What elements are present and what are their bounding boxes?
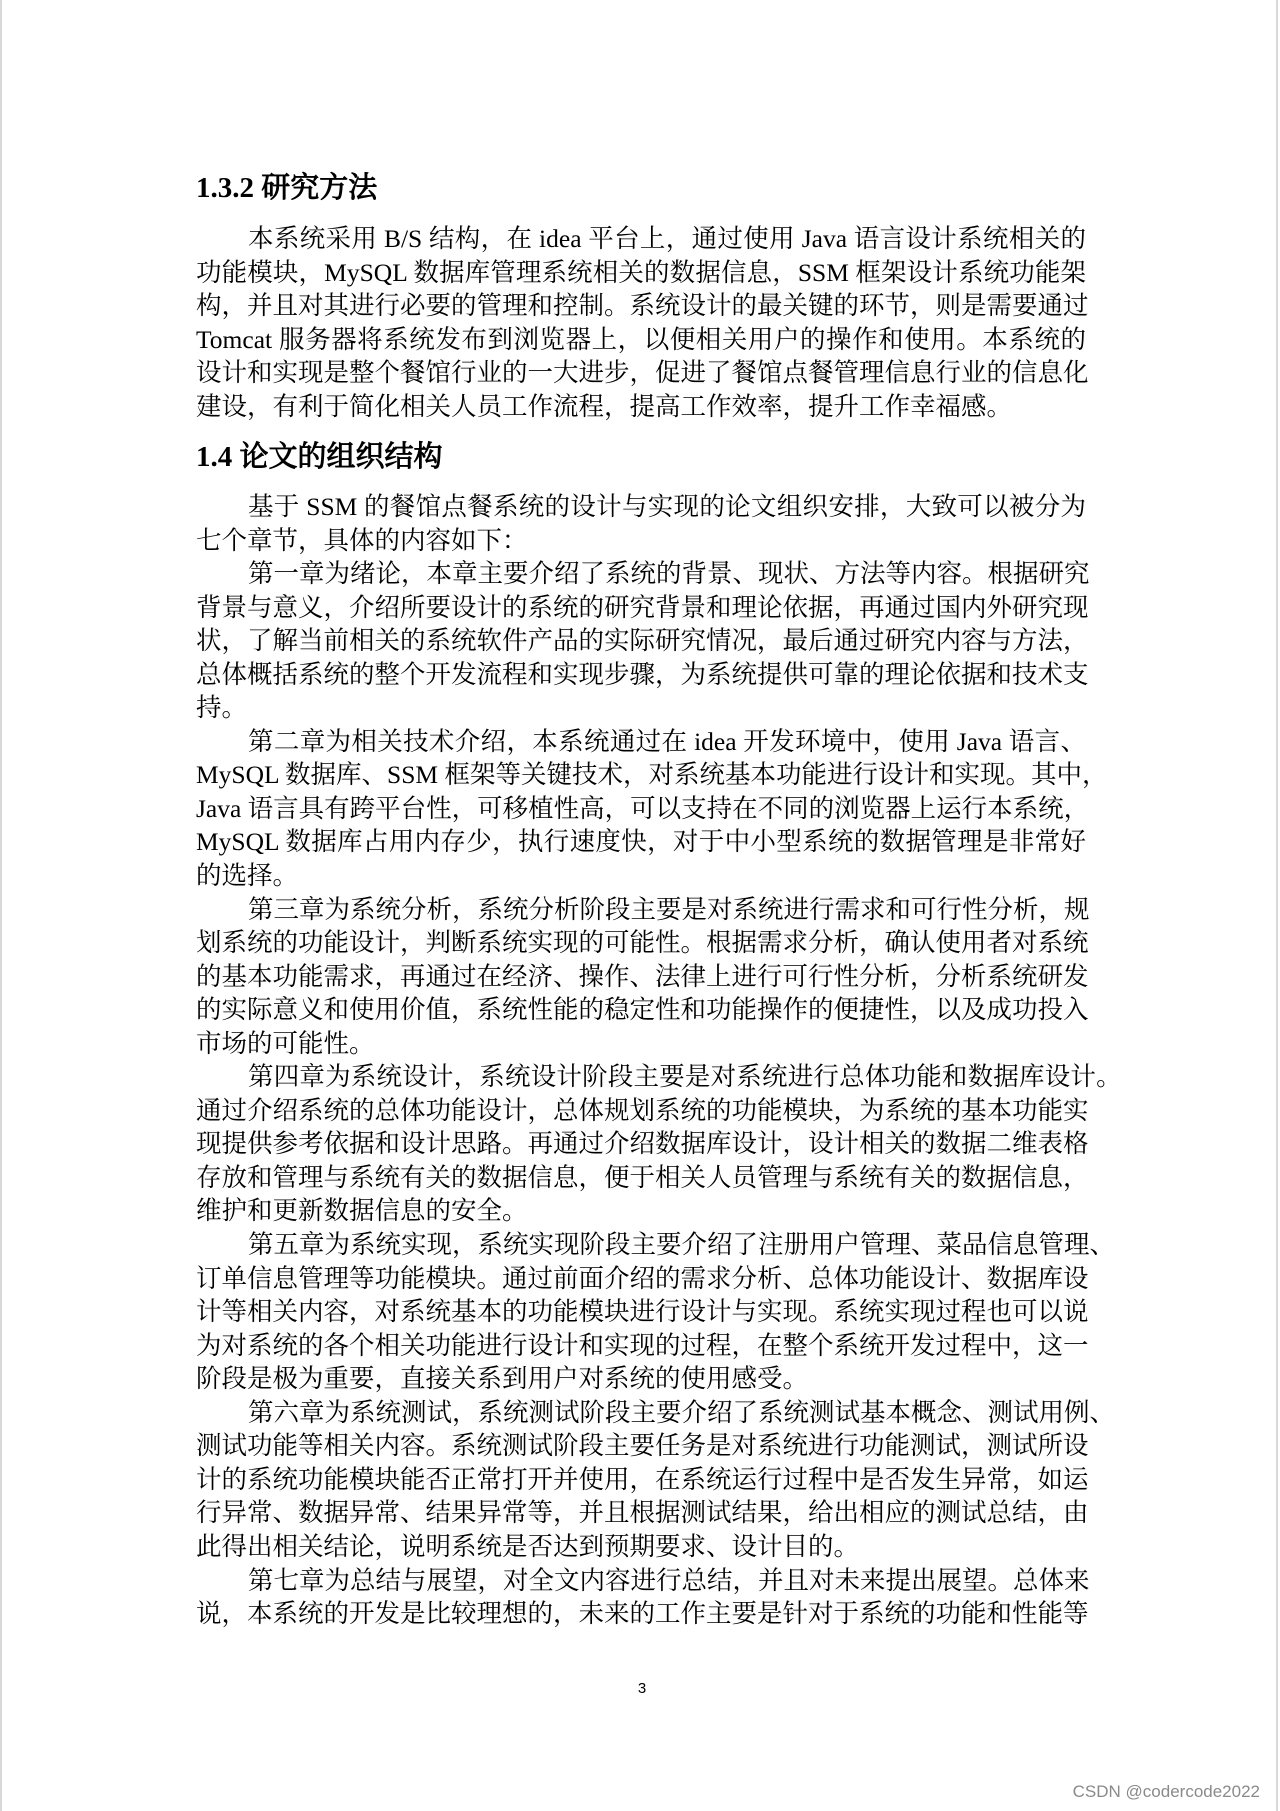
text-line: 七个章节，具体的内容如下： [196,525,528,555]
research-method-body [196,222,1089,423]
text-line: 维护和更新数据信息的安全。 [196,1196,528,1226]
watermark: CSDN @codercode2022 [1072,1782,1260,1801]
text-line: 基于 SSM 的餐馆点餐系统的设计与实现的论文组织安排，大致可以被分为 [248,492,1086,521]
text-line: 的选择。 [196,861,299,891]
paragraph [196,725,1108,893]
text-line: 现提供参考依据和设计思路。再通过介绍数据库设计，设计相关的数据二维表格 [196,1129,1089,1159]
text-line: 测试功能等相关内容。系统测试阶段主要任务是对系统进行功能测试，测试所设 [196,1431,1089,1461]
text-line: 的基本功能需求，再通过在经济、操作、法律上进行可行性分析，分析系统研发 [196,961,1089,991]
text-line: 持。 [196,693,248,723]
paragraph [196,222,1089,423]
text-line: Tomcat 服务器将系统发布到浏览器上，以便相关用户的操作和使用。本系统的 [196,324,1086,354]
paragraph [196,1060,1122,1228]
text-line: 功能模块，MySQL 数据库管理系统相关的数据信息，SSM 框架设计系统功能架 [196,257,1086,287]
text-line: 阶段是极为重要，直接关系到用户对系统的使用感受。 [196,1364,809,1394]
text-line: MySQL 数据库、SSM 框架等关键技术，对系统基本功能进行设计和实现。其中， [196,760,1108,790]
text-line: 建设，有利于简化相关人员工作流程，提高工作效率，提升工作幸福感。 [196,391,1013,421]
text-line: 通过介绍系统的总体功能设计，总体规划系统的功能模块，为系统的基本功能实 [196,1095,1089,1125]
text-line: 状，了解当前相关的系统软件产品的实际研究情况，最后通过研究内容与方法， [196,626,1089,656]
text-line: 第三章为系统分析，系统分析阶段主要是对系统进行需求和可行性分析，规 [248,894,1090,924]
text-line: 划系统的功能设计，判断系统实现的可能性。根据需求分析，确认使用者对系统 [196,928,1089,958]
text-line: 计的系统功能模块能否正常打开并使用，在系统运行过程中是否发生异常，如运 [196,1464,1089,1494]
text-line: 第一章为绪论，本章主要介绍了系统的背景、现状、方法等内容。根据研究 [248,559,1090,589]
text-line: 第二章为相关技术介绍，本系统通过在 idea 开发环境中，使用 Java 语言、 [248,726,1086,756]
text-line: 背景与意义，介绍所要设计的系统的研究背景和理论依据，再通过国内外研究现 [196,592,1089,622]
paragraph [196,490,1086,557]
text-line: 订单信息管理等功能模块。通过前面介绍的需求分析、总体功能设计、数据库设 [196,1263,1089,1293]
text-line: 计等相关内容，对系统基本的功能模块进行设计与实现。系统实现过程也可以说 [196,1297,1089,1327]
paragraph [196,893,1090,1061]
text-line: 第五章为系统实现，系统实现阶段主要介绍了注册用户管理、菜品信息管理、 [248,1230,1116,1260]
text-line: MySQL 数据库占用内存少，执行速度快，对于中小型系统的数据管理是非常好 [196,827,1086,857]
text-line: 第六章为系统测试，系统测试阶段主要介绍了系统测试基本概念、测试用例、 [248,1397,1116,1427]
paragraph [196,1564,1090,1631]
text-line: 总体概括系统的整个开发流程和实现步骤，为系统提供可靠的理论依据和技术支 [196,659,1089,689]
text-line: 构，并且对其进行必要的管理和控制。系统设计的最关键的环节，则是需要通过 [196,291,1089,321]
text-line: 第七章为总结与展望，对全文内容进行总结，并且对未来提出展望。总体来 [248,1565,1090,1595]
thesis-structure-body [196,490,1122,1631]
text-line: 本系统采用 B/S 结构，在 idea 平台上，通过使用 Java 语言设计系统相关的 [248,224,1086,253]
text-line: 此得出相关结论，说明系统是否达到预期要求、设计目的。 [196,1531,860,1561]
page-number: 3 [637,1680,647,1697]
section-heading-thesis-structure: 1.4 论文的组织结构 [196,441,443,473]
paragraph [196,1396,1116,1564]
paragraph [196,1228,1116,1396]
text-line: 市场的可能性。 [196,1028,375,1058]
text-line: 的实际意义和使用价值，系统性能的稳定性和功能操作的便捷性，以及成功投入 [196,995,1089,1025]
text-line: 行异常、数据异常、结果异常等，并且根据测试结果，给出相应的测试总结，由 [196,1498,1089,1528]
text-line: 为对系统的各个相关功能进行设计和实现的过程，在整个系统开发过程中，这一 [196,1330,1089,1360]
section-heading-research-method: 1.3.2 研究方法 [196,172,378,204]
paragraph [196,557,1090,725]
text-line: 说，本系统的开发是比较理想的，未来的工作主要是针对于系统的功能和性能等 [196,1599,1089,1629]
text-line: 存放和管理与系统有关的数据信息，便于相关人员管理与系统有关的数据信息， [196,1162,1089,1192]
text-line: 设计和实现是整个餐馆行业的一大进步，促进了餐馆点餐管理信息行业的信息化 [196,358,1089,388]
text-line: 第四章为系统设计，系统设计阶段主要是对系统进行总体功能和数据库设计。 [248,1062,1122,1092]
text-line: Java 语言具有跨平台性，可移植性高，可以支持在不同的浏览器上运行本系统， [196,793,1090,823]
